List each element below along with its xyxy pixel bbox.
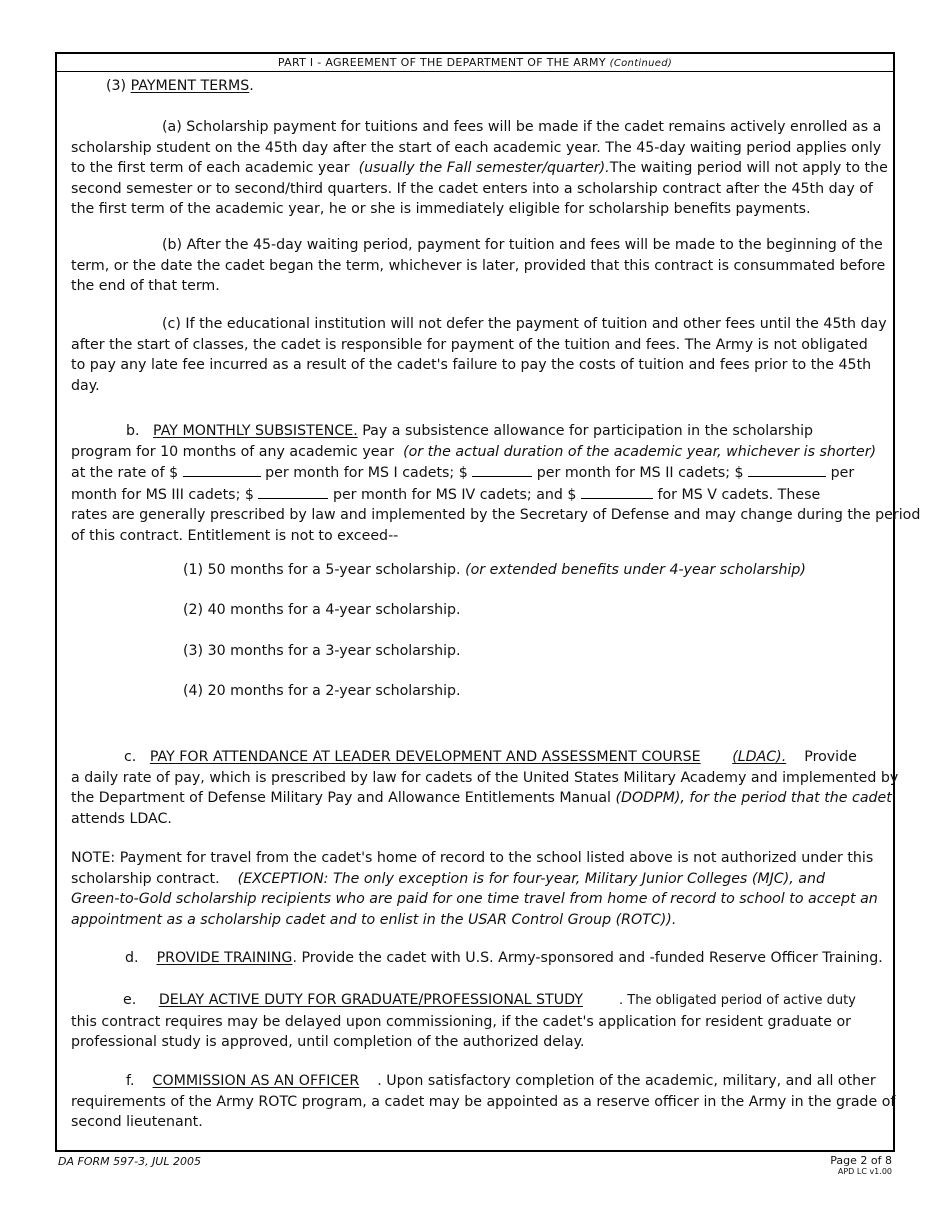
payment-terms-title: PAYMENT TERMS — [130, 78, 250, 94]
page-footer — [830, 1154, 892, 1176]
ldac-section: c. PAY FOR ATTENDANCE AT LEADER DEVELOPMENT AND ASSESSMENT COURSE (LDAC). Provide a daily rate of pay, which is prescribed by law for cadets of the United States Military Academy and implemented by the Department of Defense Military Pay and Allowance Entitlements Manual (DODPM), for the period that the cadet attends LDAC. — [71, 749, 899, 827]
delay-title: DELAY ACTIVE DUTY FOR GRADUATE/PROFESSIONAL STUDY — [158, 992, 583, 1008]
training-section: d. PROVIDE TRAINING. Provide the cadet with U.S. Army-sponsored and -funded Reserve Officer Training. — [125, 950, 883, 966]
training-title: PROVIDE TRAINING — [156, 950, 293, 966]
payment-terms-c: (c) If the educational institution will not defer the payment of tuition and other fees until the 45th day after the start of classes, the cadet is responsible for payment of the tuition and fees. The Army is not obligated to pay any late fee incurred as a result of the cadet's failure to pay the costs of tuition and fees prior to the 45th day. — [71, 316, 887, 394]
ms4-rate-field[interactable] — [258, 484, 328, 499]
travel-note: NOTE: Payment for travel from the cadet's home of record to the school listed above is not authorized under this scholarship contract. (EXCEPTION: The only exception is for four-year, Military Junior Colleges (MJC), and Green-to-Gold scholarship recipients who are paid for one time travel from home of record to school to accept an appointment as a scholarship cadet and to enlist in the USAR Control Group (ROTC)). — [71, 850, 878, 928]
ms2-rate-field[interactable] — [472, 462, 532, 477]
version-label: APD LC v1.00 — [837, 1167, 892, 1176]
commission-section: f. COMMISSION AS AN OFFICER . Upon satisfactory completion of the academic, military, and all other requirements of the Army ROTC program, a cadet may be appointed as a reserve officer in the Army in the grade of second lieutenant. — [71, 1073, 896, 1130]
ms3-rate-field[interactable] — [748, 462, 826, 477]
subsistence-title: PAY MONTHLY SUBSISTENCE. — [153, 423, 358, 439]
payment-terms-a: (a) Scholarship payment for tuitions and fees will be made if the cadet remains actively enrolled as a scholarship student on the 45th day after the start of each academic year. The 45-day waiting period applies only to the first term of each academic year (usually the Fall semester/quarter).The waiting period will not apply to the second semester or to second/third quarters. If the cadet enters into a scholarship contract after the 45th day of the first term of the academic year, he or she is immediately eligible for scholarship benefits payments. — [71, 119, 888, 217]
delay-section: e. DELAY ACTIVE DUTY FOR GRADUATE/PROFESSIONAL STUDY . The obligated period of active duty this contract requires may be delayed upon commissioning, if the cadet's application for resident graduate or professional study is approved, until completion of the authorized delay. — [71, 992, 856, 1050]
entitlement-item-1: (1) 50 months for a 5-year scholarship. (or extended benefits under 4-year scholarship) — [183, 562, 806, 578]
payment-terms-heading: (3) PAYMENT TERMS. — [106, 78, 254, 94]
entitlement-item-3: (3) 30 months for a 3-year scholarship. — [183, 643, 461, 659]
ldac-title: PAY FOR ATTENDANCE AT LEADER DEVELOPMENT AND ASSESSMENT COURSE — [149, 749, 701, 765]
payment-terms-b: (b) After the 45-day waiting period, payment for tuition and fees will be made to the beginning of the term, or the date the cadet began the term, whichever is later, provided that this contract is consummated before the end of that term. — [71, 237, 886, 294]
commission-title: COMMISSION AS AN OFFICER — [152, 1073, 360, 1089]
ms5-rate-field[interactable] — [581, 484, 653, 499]
part-title: PART I - AGREEMENT OF THE DEPARTMENT OF THE ARMY — [277, 56, 606, 69]
page-number: Page 2 of 8 — [830, 1154, 892, 1167]
subsistence-section: b. PAY MONTHLY SUBSISTENCE. Pay a subsistence allowance for participation in the scholarship program for 10 months of any academic year (or the actual duration of the academic year, whichever is shorter) at the rate of $ per month for MS I cadets; $ per month for MS II cadets; $ per month for MS III cadets; $ per month for MS IV cadets; and $ for MS V cadets. These rates are generally prescribed by law and implemented by the Secretary of Defense and may change during the period of this contract. Entitlement is not to exceed-- — [71, 423, 921, 544]
form-number: DA FORM 597-3, JUL 2005 — [58, 1155, 201, 1168]
part-header — [57, 54, 893, 72]
continued-label: (Continued) — [609, 58, 673, 69]
ms1-rate-field[interactable] — [183, 462, 261, 477]
entitlement-item-4: (4) 20 months for a 2-year scholarship. — [183, 683, 461, 699]
entitlement-item-2: (2) 40 months for a 4-year scholarship. — [183, 602, 461, 618]
